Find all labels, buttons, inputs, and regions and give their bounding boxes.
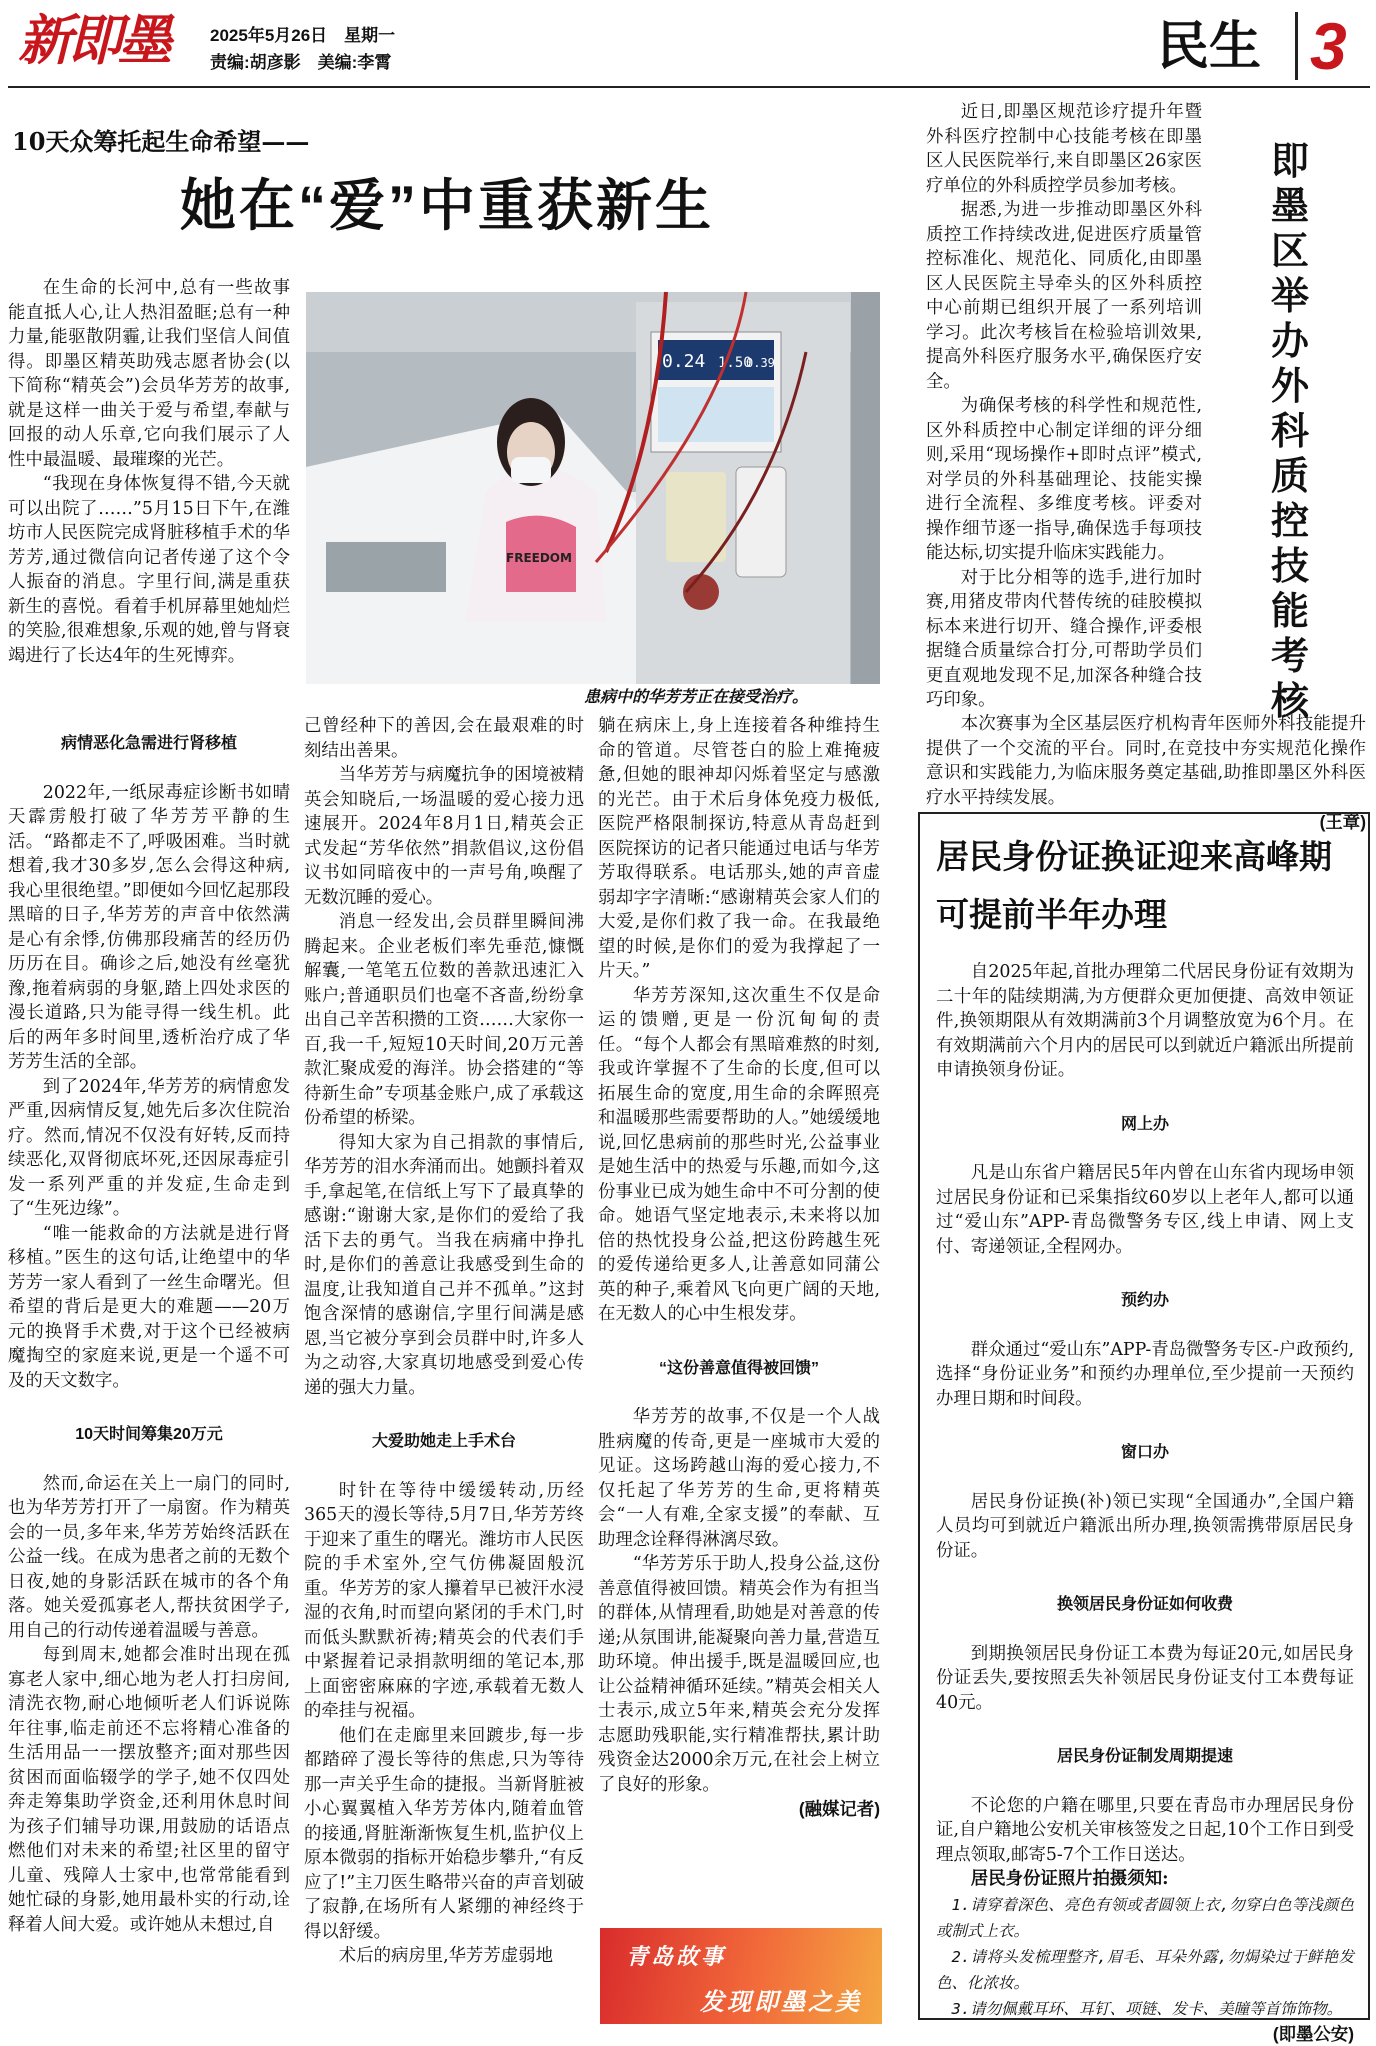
- side-story-title: 即墨区举办外科质控技能考核: [1260, 140, 1320, 725]
- tip-item: 3.请勿佩戴耳环、耳钉、项链、发卡、美瞳等首饰饰物。: [936, 1996, 1354, 2022]
- paragraph: 己曾经种下的善因,会在最艰难的时刻结出善果。: [304, 714, 584, 763]
- masthead-logo: 新即墨: [18, 4, 208, 76]
- paragraph: 对于比分相等的选手,进行加时赛,用猪皮带肉代替传统的硅胶模拟标本来进行切开、缝合操作,评委根据缝合质量综合打分,可帮助学员们更直观地发现不足,加深各种缝合技巧印象。: [926, 566, 1202, 713]
- paragraph: “唯一能救命的方法就是进行肾移植。”医生的这句话,让绝望中的华芳芳一家人看到了一丝生命曙光。但希望的背后是更大的难题——20万元的换肾手术费,对于这个已经被病魔掏空的家庭来说,更是一个遥不可及的天文数字。: [8, 1222, 290, 1394]
- paragraph: 每到周末,她都会准时出现在孤寡老人家中,细心地为老人打扫房间,清洗衣物,耐心地倾听老人们诉说陈年往事,临走前还不忘将精心准备的生活用品一一摆放整齐;面对那些因贫困而面临辍学的学子,她不仅四处奔走筹集助学资金,还利用休息时间为孩子们辅导功课,用鼓励的话语点燃他们对未来的希望;社区里的留守儿童、残障人士家中,也常常能看到她忙碌的身影,她用最朴实的行动,诠释着人间大爱。或许她从未想过,自: [8, 1643, 290, 1937]
- subhead: 居民身份证制发周期提速: [936, 1745, 1354, 1770]
- paragraph: 当华芳芳与病魔抗争的困境被精英会知晓后,一场温暖的爱心接力迅速展开。2024年8月1日,精英会正式发起“芳华依然”捐款倡议,这份倡议书如同暗夜中的一声号角,唤醒了无数沉睡的爱心。: [304, 763, 584, 910]
- subhead: “这份善意值得被回馈”: [598, 1357, 880, 1382]
- photo-tips: [936, 1892, 1354, 2022]
- page-number: 3: [1310, 6, 1347, 86]
- paragraph: 他们在走廊里来回踱步,每一步都踏碎了漫长等待的焦虑,只为等待那一声关乎生命的捷报。当新肾脏被小心翼翼植入华芳芳体内,随着血管的接通,肾脏渐渐恢复生机,监护仪上原本微弱的指标开始稳步攀升,“有反应了!”主刀医生略带兴奋的声音划破了寂静,在场所有人紧绷的神经终于得以舒缓。: [304, 1724, 584, 1945]
- issue-date: 2025年5月26日 星期一: [210, 22, 395, 49]
- id-card-byline: (即墨公安): [936, 2022, 1354, 2046]
- paragraph: “华芳芳乐于助人,投身公益,这份善意值得被回馈。精英会作为有担当的群体,从情理看,助她是对善意的传递;从氛围讲,能凝聚向善力量,营造互助环境。伸出援手,既是温暖回应,也让公益精神循环延续。”精英会相关人士表示,成立5年来,精英会充分发挥志愿助残职能,实行精准帮扶,累计助残资金达2000余万元,在社会上树立了良好的形象。: [598, 1552, 880, 1797]
- paragraph: 居民身份证换(补)领已实现“全国通办”,全国户籍人员均可到就近户籍派出所办理,换领需携带原居民身份证。: [936, 1490, 1354, 1564]
- monitor-value-b: 1.50: [718, 355, 752, 371]
- monitor-value-a: 0.24: [662, 351, 705, 372]
- subhead: 网上办: [936, 1113, 1354, 1138]
- subhead: 预约办: [936, 1289, 1354, 1314]
- story-column-2: [304, 714, 584, 2028]
- photo-illustration: [306, 292, 880, 684]
- paragraph: 据悉,为进一步推动即墨区外科质控工作持续改进,促进医疗质量管控标准化、规范化、同质化,由即墨区人民医院主导牵头的区外科质控中心前期已组织开展了一系列培训学习。此次考核旨在检验培训效果,提高外科医疗服务水平,确保医疗安全。: [926, 198, 1202, 394]
- story-byline: (融媒记者): [598, 1797, 880, 1822]
- paragraph: 本次赛事为全区基层医疗机构青年医师外科技能提升提供了一个交流的平台。同时,在竞技中夯实规范化操作意识和实践能力,为临床服务奠定基础,助推即墨区外科医疗水平持续发展。: [926, 712, 1366, 810]
- paragraph: 时针在等待中缓缓转动,历经365天的漫长等待,5月7日,华芳芳终于迎来了重生的曙光。潍坊市人民医院的手术室外,空气仿佛凝固般沉重。华芳芳的家人攥着早已被汗水浸湿的衣角,时而望向紧闭的手术门,时而低头默默祈祷;精英会的代表们手中紧握着记录捐款明细的笔记本,那上面密密麻麻的字迹,承载着无数人的牵挂与祝福。: [304, 1479, 584, 1724]
- side-story-upper: [926, 100, 1202, 650]
- subhead: 换领居民身份证如何收费: [936, 1593, 1354, 1618]
- paragraph: 群众通过“爱山东”APP-青岛微警务专区-户政预约,选择“身份证业务”和预约办理单位,至少提前一天预约办理日期和时间段。: [936, 1338, 1354, 1412]
- tip-item: 1.请穿着深色、亮色有领或者圆领上衣,勿穿白色等浅颜色或制式上衣。: [936, 1892, 1354, 1944]
- paragraph: 术后的病房里,华芳芳虚弱地: [304, 1944, 584, 1969]
- paragraph: 到了2024年,华芳芳的病情愈发严重,因病情反复,她先后多次住院治疗。然而,情况不仅没有好转,反而持续恶化,双肾彻底坏死,还因尿毒症引发一系列严重的并发症,生命走到了“生死边缘”。: [8, 1075, 290, 1222]
- promo-line-1: 青岛故事: [626, 1940, 726, 1971]
- editors: 责编:胡彦影 美编:李霄: [210, 49, 395, 76]
- promo-line-2: 发现即墨之美: [700, 1982, 862, 2017]
- photo-caption: 患病中的华芳芳正在接受治疗。: [584, 686, 808, 708]
- side-story-byline: (王章): [926, 810, 1366, 835]
- paragraph: 自2025年起,首批办理第二代居民身份证有效期为二十年的陆续期满,为方便群众更加便捷、高效申领证件,换领期限从有效期满前3个月调整放宽为6个月。在有效期满前六个月内的居民可以到就近户籍派出所提前申请换领身份证。: [936, 960, 1354, 1083]
- story-photo: [306, 292, 880, 684]
- paragraph: 2022年,一纸尿毒症诊断书如晴天霹雳般打破了华芳芳平静的生活。“路都走不了,呼吸困难。当时就想着,我才30多岁,怎么会得这种病,我心里很绝望。”即便如今回忆起那段黑暗的日子,华芳芳的声音中依然满是心有余悸,仿佛那段痛苦的经历仍历历在目。确诊之后,她没有丝毫犹豫,拖着病弱的身躯,踏上四处求医的漫长道路,只为能寻得一线生机。此后的两年多时间里,透析治疗成了华芳芳生活的全部。: [8, 781, 290, 1075]
- id-card-title: 居民身份证换证迎来高峰期可提前半年办理: [936, 828, 1356, 944]
- paragraph: 消息一经发出,会员群里瞬间沸腾起来。企业老板们率先垂范,慷慨解囊,一笔笔五位数的善款迅速汇入账户;普通职员们也毫不吝啬,纷纷拿出自己辛苦积攒的工资……大家你一百,我一千,短短10天时间,20万元善款汇聚成爱的海洋。协会搭建的“等待新生命”专项基金账户,成了承载这份希望的桥梁。: [304, 910, 584, 1131]
- paragraph: 不论您的户籍在哪里,只要在青岛市办理居民身份证,自户籍地公安机关审核签发之日起,10个工作日到受理点领取,邮寄5-7个工作日送达。: [936, 1794, 1354, 1868]
- subhead: 10天时间筹集20万元: [8, 1423, 290, 1448]
- shirt-text: FREEDOM: [506, 551, 572, 565]
- paragraph: “我现在身体恢复得不错,今天就可以出院了……”5月15日下午,在潍坊市人民医院完成肾脏移植手术的华芳芳,通过微信向记者传递了这个令人振奋的消息。字里行间,满是重获新生的喜悦。看着手机屏幕里她灿烂的笑脸,很难想象,乐观的她,曾与肾衰竭进行了长达4年的生死博弈。: [8, 472, 290, 668]
- header-rule: [8, 86, 1370, 88]
- subhead: 窗口办: [936, 1441, 1354, 1466]
- paragraph: 华芳芳的故事,不仅是一个人战胜病魔的传奇,更是一座城市大爱的见证。这场跨越山海的爱心接力,不仅托起了华芳芳的生命,更将精英会“一人有难,全家支援”的奉献、互助理念诠释得淋漓尽致。: [598, 1405, 880, 1552]
- header-info: [210, 22, 395, 76]
- paragraph: 然而,命运在关上一扇门的同时,也为华芳芳打开了一扇窗。作为精英会的一员,多年来,华芳芳始终活跃在公益一线。在成为患者之前的无数个日夜,她的身影活跃在城市的各个角落。她关爱孤寡老人,帮扶贫困学子,用自己的行动传递着温暖与善意。: [8, 1472, 290, 1644]
- subhead: 大爱助她走上手术台: [304, 1430, 584, 1455]
- story-kicker: 10天众筹托起生命希望——: [12, 125, 309, 159]
- header-divider: [1295, 12, 1298, 80]
- tips-title: 居民身份证照片拍摄须知:: [936, 1867, 1354, 1892]
- paragraph: 华芳芳深知,这次重生不仅是命运的馈赠,更是一份沉甸甸的责任。“每个人都会有黑暗难熬的时刻,我或许掌握不了生命的长度,但可以拓展生命的宽度,用生命的余晖照亮和温暖那些需要帮助的人。”她缓缓地说,回忆患病前的那些时光,公益事业是她生活中的热爱与乐趣,而如今,这份事业已成为她生命中不可分割的使命。她语气坚定地表示,未来将以加倍的热忱投身公益,把这份跨越生死的爱传递给更多人,让善意如同蒲公英的种子,乘着风飞向更广阔的天地,在无数人的心中生根发芽。: [598, 984, 880, 1327]
- paragraph: 到期换领居民身份证工本费为每证20元,如居民身份证丢失,要按照丢失补领居民身份证支付工本费每证40元。: [936, 1642, 1354, 1716]
- section-name: 民生: [1157, 14, 1261, 80]
- tip-item: 2.请将头发梳理整齐,眉毛、耳朵外露,勿焗染过于鲜艳发色、化浓妆。: [936, 1944, 1354, 1996]
- id-card-body: [936, 960, 1354, 2012]
- paragraph: 近日,即墨区规范诊疗提升年暨外科医疗控制中心技能考核在即墨区人民医院举行,来自即墨区26家医疗单位的外科质控学员参加考核。: [926, 100, 1202, 198]
- story-column-1-top: [8, 276, 290, 711]
- paragraph: 躺在病床上,身上连接着各种维持生命的管道。尽管苍白的脸上难掩疲惫,但她的眼神却闪烁着坚定与感激的光芒。由于术后身体免疫力极低,医院严格限制探访,特意从青岛赶到医院探访的记者只能通过电话与华芳芳取得联系。电话那头,她的声音虚弱却字字清晰:“感谢精英会家人们的大爱,是你们救了我一命。在我最绝望的时候,是你们的爱为我撑起了一片天。”: [598, 714, 880, 984]
- promo-banner: [600, 1928, 882, 2024]
- story-column-1: [8, 712, 290, 2028]
- story-title: 她在“爱”中重获新生: [180, 170, 714, 242]
- paragraph: 凡是山东省户籍居民5年内曾在山东省内现场申领过居民身份证和已采集指纹60岁以上老年人,都可以通过“爱山东”APP-青岛微警务专区,线上申请、网上支付、寄递领证,全程网办。: [936, 1161, 1354, 1259]
- subhead: 病情恶化急需进行肾移植: [8, 732, 290, 757]
- story-column-3: [598, 714, 880, 1920]
- paragraph: 为确保考核的科学性和规范性,区外科质控中心制定详细的评分细则,采用“现场操作+即时点评”模式,对学员的外科基础理论、技能实操进行全流程、多维度考核。评委对操作细节逐一指导,确保选手每项技能达标,切实提升临床实践能力。: [926, 394, 1202, 566]
- paragraph: 得知大家为自己捐款的事情后,华芳芳的泪水奔涌而出。她颤抖着双手,拿起笔,在信纸上写下了最真挚的感谢:“谢谢大家,是你们的爱给了我活下去的勇气。当我在病痛中挣扎时,是你们的善意让我感受到生命的温度,让我知道自己并不孤单。”这封饱含深情的感谢信,字里行间满是感恩,当它被分享到会员群中时,许多人为之动容,大家真切地感受到爱心传递的强大力量。: [304, 1131, 584, 1401]
- monitor-value-c: 0.39: [746, 356, 775, 370]
- paragraph: 在生命的长河中,总有一些故事能直抵人心,让人热泪盈眶;总有一种力量,能驱散阴霾,让我们坚信人间值得。即墨区精英助残志愿者协会(以下简称“精英会”)会员华芳芳的故事,就是这样一曲关于爱与希望,奉献与回报的动人乐章,它向我们展示了人性中最温暖、最璀璨的光芒。: [8, 276, 290, 472]
- side-story-lower: [926, 712, 1366, 810]
